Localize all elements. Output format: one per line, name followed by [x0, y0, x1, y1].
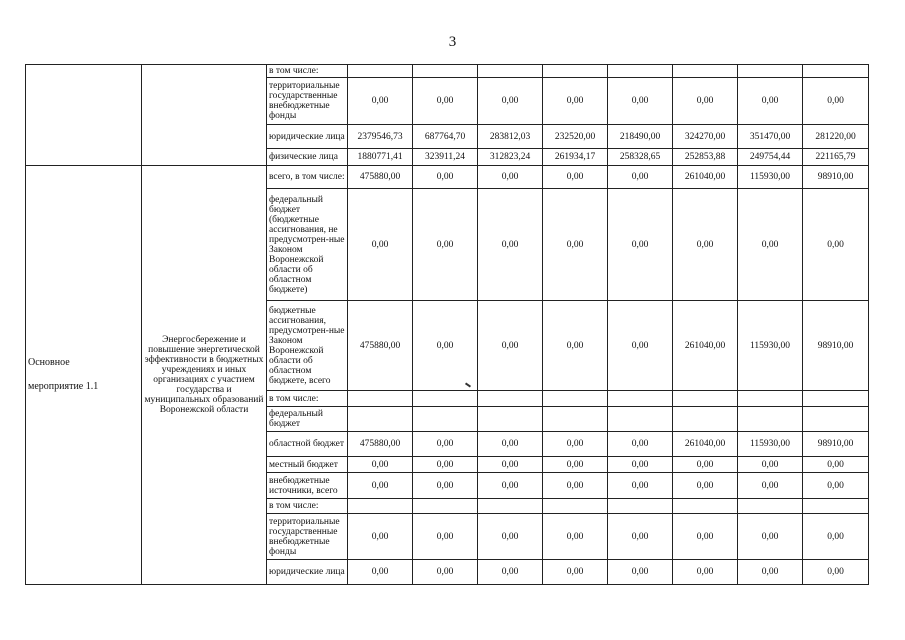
value-cell: 0,00 — [803, 78, 869, 125]
value-cell — [413, 391, 478, 407]
value-cell: 0,00 — [803, 560, 869, 585]
value-cell: 0,00 — [803, 189, 869, 301]
value-cell: 0,00 — [738, 560, 803, 585]
row-label: территориальные государственные внебюджетные фонды — [267, 78, 348, 125]
value-cell: 0,00 — [348, 473, 413, 499]
value-cell: 0,00 — [413, 301, 478, 391]
value-cell: 115930,00 — [738, 432, 803, 457]
value-cell: 0,00 — [608, 473, 673, 499]
value-cell: 0,00 — [413, 560, 478, 585]
value-cell: 324270,00 — [673, 125, 738, 149]
value-cell — [608, 499, 673, 514]
row-label: юридические лица — [267, 125, 348, 149]
value-cell: 258328,65 — [608, 149, 673, 166]
event-description: Энергосбережение и повышение энергетической эффективности в бюджетных учреждениях и иных организациях с участием государства и муниципальных образований Воронежской области — [142, 166, 267, 585]
value-cell: 0,00 — [478, 560, 543, 585]
value-cell — [348, 391, 413, 407]
value-cell: 0,00 — [803, 514, 869, 560]
value-cell: 0,00 — [608, 166, 673, 189]
value-cell — [543, 65, 608, 78]
value-cell: 0,00 — [478, 78, 543, 125]
value-cell: 252853,88 — [673, 149, 738, 166]
value-cell: 0,00 — [543, 301, 608, 391]
value-cell: 2379546,73 — [348, 125, 413, 149]
value-cell — [608, 391, 673, 407]
value-cell: 0,00 — [608, 514, 673, 560]
value-cell: 0,00 — [673, 560, 738, 585]
row-label: юридические лица — [267, 560, 348, 585]
value-cell — [803, 499, 869, 514]
event-cell-prev — [26, 65, 142, 166]
value-cell: 0,00 — [348, 78, 413, 125]
value-cell: 218490,00 — [608, 125, 673, 149]
value-cell — [478, 499, 543, 514]
value-cell: 0,00 — [543, 432, 608, 457]
value-cell — [608, 65, 673, 78]
value-cell: 0,00 — [348, 189, 413, 301]
value-cell — [803, 407, 869, 432]
value-cell: 0,00 — [673, 189, 738, 301]
value-cell — [803, 65, 869, 78]
value-cell — [738, 407, 803, 432]
value-cell: 0,00 — [608, 78, 673, 125]
value-cell: 0,00 — [413, 189, 478, 301]
value-cell — [673, 499, 738, 514]
value-cell: 0,00 — [478, 432, 543, 457]
value-cell: 0,00 — [478, 301, 543, 391]
value-cell — [803, 391, 869, 407]
value-cell: 0,00 — [413, 473, 478, 499]
value-cell: 283812,03 — [478, 125, 543, 149]
value-cell: 0,00 — [608, 432, 673, 457]
value-cell: 0,00 — [543, 457, 608, 473]
value-cell: 0,00 — [803, 457, 869, 473]
value-cell: 232520,00 — [543, 125, 608, 149]
value-cell: 0,00 — [608, 189, 673, 301]
value-cell: 475880,00 — [348, 432, 413, 457]
description-cell-prev — [142, 65, 267, 166]
value-cell: 115930,00 — [738, 166, 803, 189]
value-cell: 0,00 — [543, 78, 608, 125]
value-cell — [738, 65, 803, 78]
value-cell: 0,00 — [478, 457, 543, 473]
value-cell: 0,00 — [673, 514, 738, 560]
row-label: всего, в том числе: — [267, 166, 348, 189]
value-cell — [348, 407, 413, 432]
value-cell: 0,00 — [673, 473, 738, 499]
value-cell: 475880,00 — [348, 166, 413, 189]
table-row — [26, 65, 869, 78]
value-cell: 115930,00 — [738, 301, 803, 391]
value-cell: 0,00 — [413, 166, 478, 189]
value-cell — [413, 499, 478, 514]
value-cell: 0,00 — [738, 473, 803, 499]
value-cell — [738, 499, 803, 514]
value-cell: 0,00 — [413, 78, 478, 125]
row-label: в том числе: — [267, 391, 348, 407]
value-cell: 312823,24 — [478, 149, 543, 166]
value-cell: 0,00 — [413, 457, 478, 473]
value-cell — [673, 65, 738, 78]
value-cell: 0,00 — [673, 78, 738, 125]
value-cell: 351470,00 — [738, 125, 803, 149]
event-name-cell — [26, 166, 142, 585]
value-cell — [478, 407, 543, 432]
value-cell: 0,00 — [413, 432, 478, 457]
value-cell: 0,00 — [738, 457, 803, 473]
value-cell: 0,00 — [608, 560, 673, 585]
value-cell: 261934,17 — [543, 149, 608, 166]
value-cell: 0,00 — [738, 189, 803, 301]
value-cell: 261040,00 — [673, 432, 738, 457]
value-cell: 0,00 — [738, 514, 803, 560]
value-cell — [673, 407, 738, 432]
row-label: федеральный бюджет — [267, 407, 348, 432]
value-cell — [348, 499, 413, 514]
value-cell — [608, 407, 673, 432]
value-cell: 0,00 — [348, 457, 413, 473]
value-cell: 0,00 — [478, 473, 543, 499]
value-cell: 249754,44 — [738, 149, 803, 166]
value-cell: 0,00 — [543, 166, 608, 189]
value-cell — [478, 65, 543, 78]
row-label: областной бюджет — [267, 432, 348, 457]
row-label: физические лица — [267, 149, 348, 166]
value-cell: 0,00 — [608, 457, 673, 473]
event-name-line1: Основное — [28, 357, 70, 368]
value-cell: 98910,00 — [803, 301, 869, 391]
value-cell: 0,00 — [543, 514, 608, 560]
value-cell: 261040,00 — [673, 301, 738, 391]
value-cell — [543, 499, 608, 514]
value-cell: 281220,00 — [803, 125, 869, 149]
value-cell: 261040,00 — [673, 166, 738, 189]
value-cell: 1880771,41 — [348, 149, 413, 166]
value-cell: 0,00 — [478, 514, 543, 560]
row-label: внебюджетные источники, всего — [267, 473, 348, 499]
row-label: бюджетные ассигнования, предусмотрен-ные Законом Воронежской области об областном бюджете, всего — [267, 301, 348, 391]
value-cell — [673, 391, 738, 407]
value-cell: 98910,00 — [803, 432, 869, 457]
value-cell — [413, 407, 478, 432]
budget-table — [25, 64, 869, 585]
value-cell — [543, 407, 608, 432]
value-cell: 0,00 — [543, 473, 608, 499]
value-cell: 0,00 — [413, 514, 478, 560]
value-cell: 0,00 — [608, 301, 673, 391]
value-cell: 0,00 — [348, 560, 413, 585]
value-cell: 687764,70 — [413, 125, 478, 149]
value-cell — [543, 391, 608, 407]
value-cell — [413, 65, 478, 78]
event-name-line2: мероприятие 1.1 — [28, 381, 99, 392]
value-cell: 0,00 — [348, 514, 413, 560]
value-cell: 0,00 — [803, 473, 869, 499]
value-cell: 0,00 — [478, 189, 543, 301]
value-cell: 0,00 — [543, 189, 608, 301]
row-label: федеральный бюджет (бюджетные ассигнования, не предусмотрен-ные Законом Воронежской области об областном бюджете) — [267, 189, 348, 301]
value-cell — [478, 391, 543, 407]
value-cell: 221165,79 — [803, 149, 869, 166]
row-label: в том числе: — [267, 499, 348, 514]
value-cell: 0,00 — [673, 457, 738, 473]
table-row — [26, 166, 869, 189]
value-cell: 0,00 — [543, 560, 608, 585]
value-cell — [738, 391, 803, 407]
value-cell — [348, 65, 413, 78]
value-cell: 475880,00 — [348, 301, 413, 391]
row-label: местный бюджет — [267, 457, 348, 473]
value-cell: 0,00 — [738, 78, 803, 125]
value-cell: 0,00 — [478, 166, 543, 189]
value-cell: 323911,24 — [413, 149, 478, 166]
value-cell: 98910,00 — [803, 166, 869, 189]
row-label: территориальные государственные внебюджетные фонды — [267, 514, 348, 560]
row-label: в том числе: — [267, 65, 348, 78]
page-number: 3 — [448, 34, 457, 50]
